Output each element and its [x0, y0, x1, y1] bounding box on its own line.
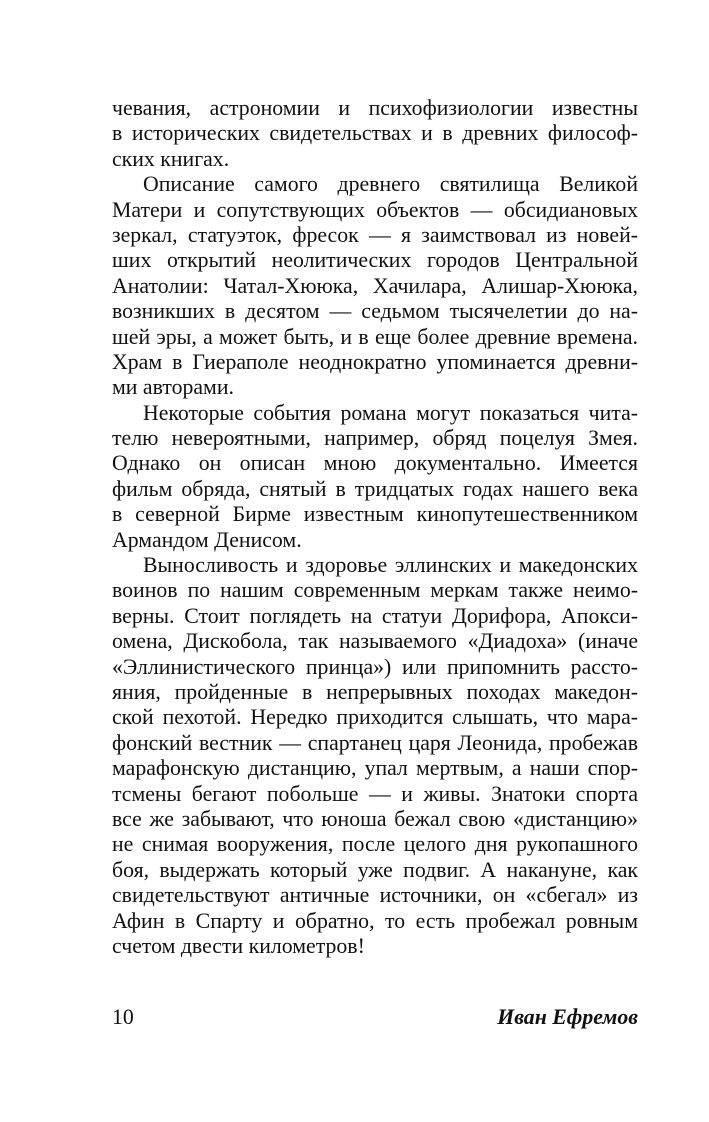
running-footer-author: Иван Ефремов: [497, 1005, 638, 1029]
text-line: Афин в Спарту и обратно, то есть пробежал ровным: [112, 908, 638, 933]
text-line: Храм в Гиераполе неоднократно упоминается древни-: [112, 349, 638, 374]
text-line: свидетельствуют античные источники, он «сбегал» из: [112, 883, 638, 908]
paragraph-2: [112, 172, 638, 401]
text-line: все же забывают, что юноша бежал свою «дистанцию»: [112, 806, 638, 831]
text-line: в северной Бирме известным кинопутешественником: [112, 502, 638, 527]
text-line: яния, пройденные в непрерывных походах македон-: [112, 679, 638, 704]
body-text: [112, 96, 638, 959]
text-line: ших открытий неолитических городов Центральной: [112, 248, 638, 273]
text-line: Описание самого древнего святилища Великой: [143, 172, 638, 197]
text-line: омена, Дискобола, так называемого «Диадоха» (иначе: [112, 629, 638, 654]
text-line: боя, выдержать который уже подвиг. А накануне, как: [112, 857, 638, 882]
text-line: не снимая вооружения, после целого дня рукопашного: [112, 832, 638, 857]
text-line: счетом двести километров!: [112, 933, 365, 958]
text-line: в исторических свидетельствах и в древних философ-: [112, 121, 638, 146]
text-line: Некоторые события романа могут показаться чита-: [143, 400, 638, 425]
text-line: марафонскую дистанцию, упал мертвым, а наши спор-: [112, 756, 638, 781]
text-line: зеркал, статуэток, фресок — я заимствовал из новей-: [112, 222, 638, 247]
text-line: «Эллинистического принца») или припомнить рассто-: [112, 654, 638, 679]
text-line: верны. Стоит поглядеть на статуи Дорифора, Апокси-: [112, 603, 638, 628]
text-line: фонский вестник — спартанец царя Леонида, пробежав: [112, 730, 638, 755]
text-line: возникших в десятом — седьмом тысячелетии до на-: [112, 299, 638, 324]
text-line: Армандом Денисом.: [112, 527, 302, 552]
text-line: ми авторами.: [112, 375, 234, 400]
text-line: чевания, астрономии и психофизиологии известны: [112, 96, 638, 120]
paragraph-3: [112, 401, 638, 553]
text-line: воинов по нашим современным меркам также неимо-: [112, 578, 638, 603]
text-line: фильм обряда, снятый в тридцатых годах нашего века: [112, 476, 638, 501]
text-line: тсмены бегают побольше — и живы. Знатоки спорта: [112, 781, 638, 806]
text-line: ских книгах.: [112, 146, 230, 171]
text-line: Матери и сопутствующих объектов — обсидиановых: [112, 197, 638, 222]
page-number: 10: [112, 1005, 134, 1029]
text-line: шей эры, а может быть, и в еще более древние времена.: [112, 324, 638, 349]
text-line: Анатолии: Чатал-Хююка, Хачилара, Алишар-Хююка,: [112, 273, 638, 298]
text-line: ской пехотой. Нередко приходится слышать, что мара-: [112, 705, 638, 730]
paragraph-4: [112, 553, 638, 959]
text-line: Выносливость и здоровье эллинских и македонских: [143, 553, 638, 578]
text-line: телю невероятными, например, обряд поцелуя Змея.: [112, 426, 638, 451]
paragraph-1: [112, 96, 638, 172]
text-line: Однако он описан мною документально. Имеется: [112, 451, 638, 476]
